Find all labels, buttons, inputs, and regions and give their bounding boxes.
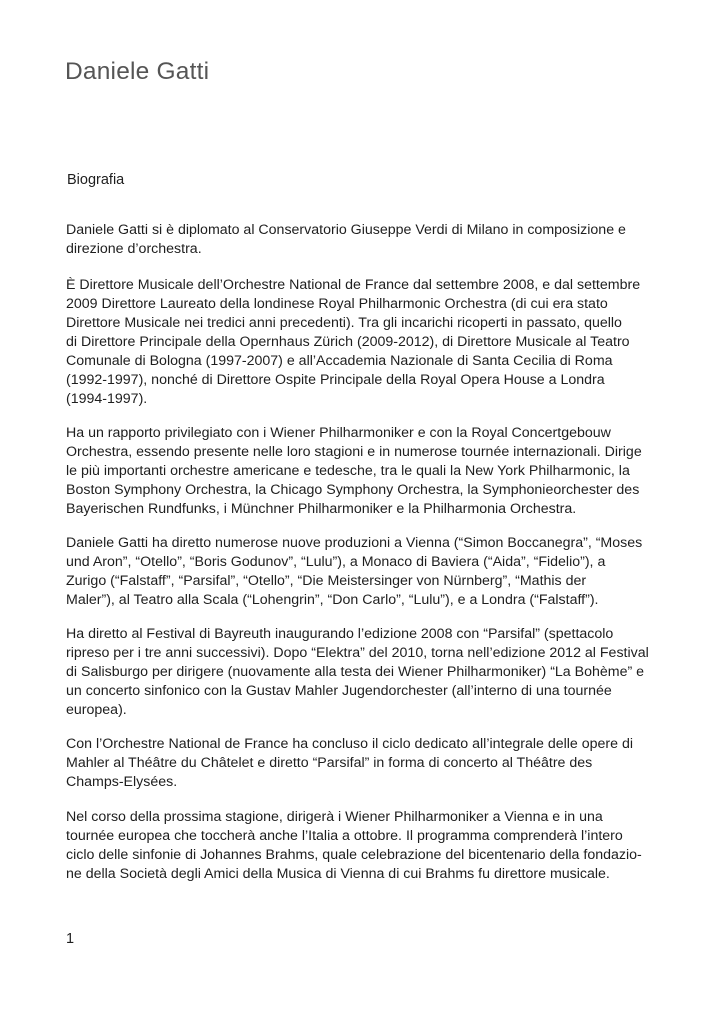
paragraph-productions: [66, 534, 661, 610]
paragraph-line: ne della Società degli Amici della Musica di Vienna di cui Brahms fu direttore musicale.: [66, 866, 610, 882]
paragraph-line: Daniele Gatti ha diretto numerose nuove produzioni a Vienna (“Simon Boccanegra”, “Moses: [66, 535, 643, 551]
paragraph-mahler-cycle: [66, 735, 661, 792]
paragraph-line: di Direttore Principale della Opernhaus Zürich (2009-2012), di Direttore Musicale al Teatro: [66, 334, 630, 350]
paragraph-line: È Direttore Musicale dell’Orchestre National de France dal settembre 2008, e dal settembre: [66, 277, 641, 293]
section-heading: Biografia: [67, 172, 125, 188]
paragraph-line: Boston Symphony Orchestra, la Chicago Symphony Orchestra, la Symphonieorchester des: [66, 482, 640, 498]
paragraph-festivals: [66, 625, 661, 720]
paragraph-line: Bayerischen Rundfunks, i Münchner Philharmoniker e la Philharmonia Orchestra.: [66, 501, 577, 517]
paragraph-line: 2009 Direttore Laureato della londinese Royal Philharmonic Orchestra (di cui era stato: [66, 296, 608, 312]
paragraph-line: un concerto sinfonico con la Gustav Mahler Jugendorchester (all’interno di una tournée: [66, 683, 612, 699]
paragraph-positions: [66, 276, 661, 409]
paragraph-line: le più importanti orchestre americane e tedesche, tra le quali la New York Philharmonic, la: [66, 463, 630, 479]
paragraph-line: Maler”), al Teatro alla Scala (“Lohengrin”, “Don Carlo”, “Lulu”), e a Londra (“Falstaff”).: [66, 592, 599, 608]
paragraph-orchestras: [66, 424, 661, 519]
paragraph-line: direzione d’orchestra.: [66, 241, 202, 257]
paragraph-line: europea).: [66, 702, 127, 718]
paragraph-line: Mahler al Théâtre du Châtelet e diretto “Parsifal” in forma di concerto al Théâtre des: [66, 755, 593, 771]
paragraph-line: Ha diretto al Festival di Bayreuth inaugurando l’edizione 2008 con “Parsifal” (spettacolo: [66, 626, 614, 642]
paragraph-line: Orchestra, essendo presente nelle loro stagioni e in numerose tournée internazionali. Dirige: [66, 444, 642, 460]
paragraph-line: Direttore Musicale nei tredici anni precedenti). Tra gli incarichi ricoperti in passato, quello: [66, 315, 622, 331]
paragraph-line: Ha un rapporto privilegiato con i Wiener Philharmoniker e con la Royal Concertgebouw: [66, 425, 611, 441]
page-title: Daniele Gatti: [65, 58, 210, 85]
paragraph-line: ciclo delle sinfonie di Johannes Brahms, quale celebrazione del bicentenario della fondazio-: [66, 847, 642, 863]
paragraph-line: (1994-1997).: [66, 391, 148, 407]
paragraph-line: Daniele Gatti si è diplomato al Conservatorio Giuseppe Verdi di Milano in composizione e: [66, 222, 626, 238]
paragraph-line: und Aron”, “Otello”, “Boris Godunov”, “Lulu”), a Monaco di Baviera (“Aida”, “Fidelio”), a: [66, 554, 606, 570]
paragraph-line: ripreso per i tre anni successivi). Dopo “Elektra” del 2010, torna nell’edizione 2012 al Festival: [66, 645, 649, 661]
paragraph-education: [66, 221, 661, 259]
paragraph-line: di Salisburgo per dirigere (nuovamente alla testa dei Wiener Philharmoniker) “La Bohème” e: [66, 664, 645, 680]
paragraph-next-season: [66, 808, 661, 884]
paragraph-line: Champs-Elysées.: [66, 774, 178, 790]
paragraph-line: Con l’Orchestre National de France ha concluso il ciclo dedicato all’integrale delle opere di: [66, 736, 634, 752]
paragraph-line: tournée europea che toccherà anche l’Italia a ottobre. Il programma comprenderà l’intero: [66, 828, 623, 844]
paragraph-line: Comunale di Bologna (1997-2007) e all’Accademia Nazionale di Santa Cecilia di Roma: [66, 353, 613, 369]
paragraph-line: (1992-1997), nonché di Direttore Ospite Principale della Royal Opera House a Londra: [66, 372, 605, 388]
paragraph-line: Zurigo (“Falstaff”, “Parsifal”, “Otello”, “Die Meistersinger von Nürnberg”, “Mathis der: [66, 573, 587, 589]
paragraph-line: Nel corso della prossima stagione, dirigerà i Wiener Philharmoniker a Vienna e in una: [66, 809, 603, 825]
page-number: 1: [66, 931, 75, 947]
